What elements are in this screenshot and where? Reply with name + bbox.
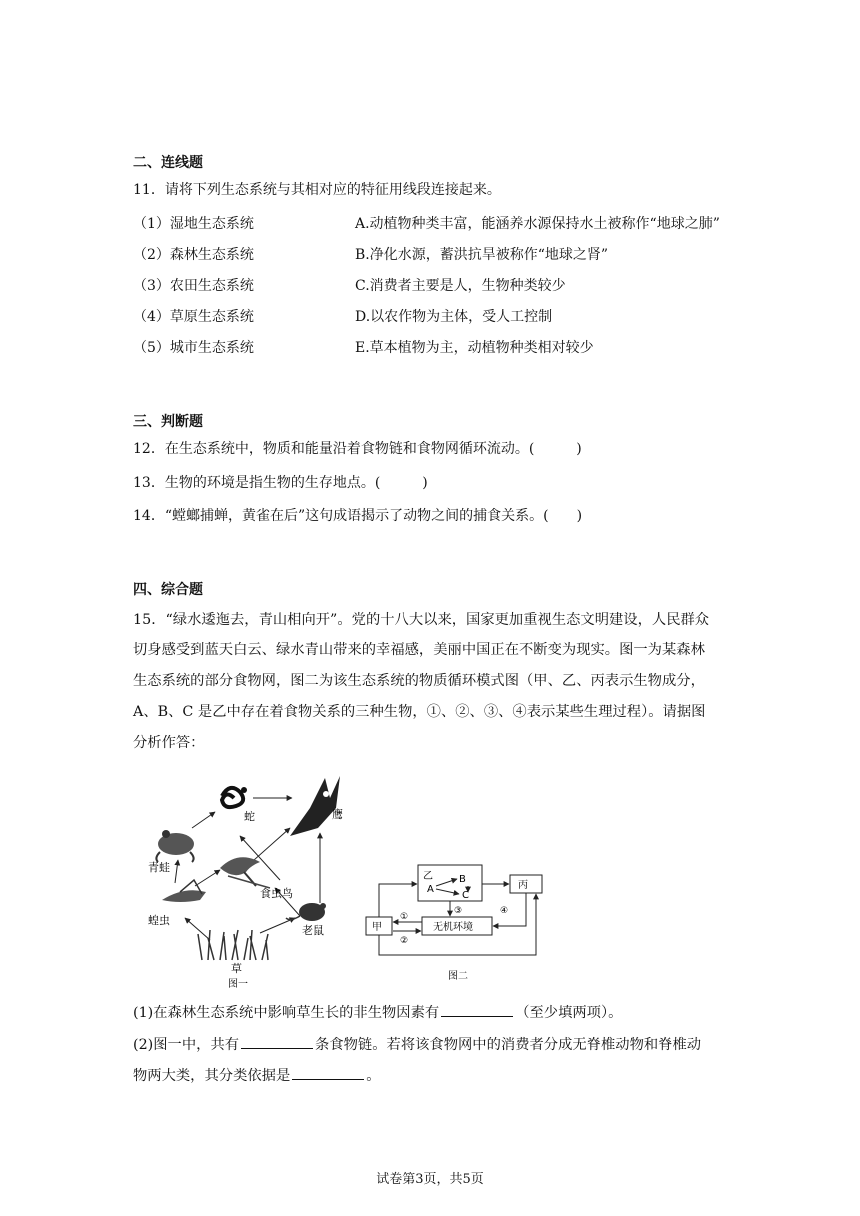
label-yi: 乙 <box>423 871 433 882</box>
label-process-2: ② <box>400 936 409 946</box>
figure-2-caption: 图二 <box>448 971 468 982</box>
snake-icon <box>222 787 247 807</box>
mouse-icon <box>286 903 326 921</box>
arrow-grasshopper-to-bird <box>195 870 220 886</box>
answer-blank[interactable] <box>292 1065 364 1080</box>
figure-1-caption: 图一 <box>228 979 248 990</box>
q15-sub1-text: (1)在森林生态系统中影响草生长的非生物因素有 <box>133 1005 440 1021</box>
label-jia: 甲 <box>372 922 382 933</box>
label-b: B <box>459 874 466 885</box>
q11-left-item: （3）农田生态系统 <box>133 278 254 294</box>
bird-icon <box>220 857 270 888</box>
label-process-4: ④ <box>500 906 509 916</box>
question-15-line: A、B、C 是乙中存在着食物关系的三种生物，①、②、③、④表示某些生理过程）。请据图 <box>133 704 706 720</box>
q11-right-item: E.草本植物为主，动植物种类相对较少 <box>355 340 594 356</box>
question-15-sub-2 <box>133 1034 701 1055</box>
label-bing: 丙 <box>518 880 528 891</box>
label-a: A <box>427 884 434 895</box>
q15-sub1-hint: （至少填两项）。 <box>515 1005 623 1021</box>
q11-left-item: （2）森林生态系统 <box>133 247 254 263</box>
q15-sub2-text: (2)图一中，共有 <box>133 1037 240 1053</box>
question-15-line: 切身感受到蓝天白云、绿水青山带来的幸福感，美丽中国正在不断变为现实。图一为某森林 <box>133 642 705 658</box>
question-11-stem: 11．请将下列生态系统与其相对应的特征用线段连接起来。 <box>133 182 501 198</box>
label-bird: 食虫鸟 <box>260 887 293 900</box>
label-grass: 草 <box>231 962 242 975</box>
answer-blank[interactable] <box>441 1002 513 1017</box>
label-c: C <box>462 890 469 901</box>
q15-sub2-end: 。 <box>366 1068 381 1084</box>
figure-2-matter-cycle <box>360 855 560 985</box>
label-process-3: ③ <box>454 906 463 916</box>
q11-right-item: D.以农作物为主体，受人工控制 <box>355 309 553 325</box>
q11-left-item: （1）湿地生态系统 <box>133 216 254 232</box>
grass-icon <box>198 930 268 960</box>
figure-1-food-web <box>140 768 360 993</box>
question-15-line: 分析作答： <box>133 735 205 751</box>
label-mouse: 老鼠 <box>302 924 324 937</box>
label-grasshopper: 蝗虫 <box>148 914 170 927</box>
section-title-matching: 二、连线题 <box>133 155 203 171</box>
eagle-icon <box>290 776 340 836</box>
label-env: 无机环境 <box>433 922 473 933</box>
question-13: 13．生物的环境是指生物的生存地点。( ) <box>133 475 428 491</box>
q11-left-item: （5）城市生态系统 <box>133 340 254 356</box>
arrow-grass-to-grasshopper <box>185 918 210 940</box>
question-14: 14．“螳螂捕蝉，黄雀在后”这句成语揭示了动物之间的捕食关系。( ) <box>133 508 583 524</box>
q15-sub2-basis: 物两大类，其分类依据是 <box>133 1068 291 1084</box>
label-eagle: 鹰 <box>332 808 343 821</box>
label-snake: 蛇 <box>244 810 255 823</box>
page-footer: 试卷第3页，共5页 <box>376 1172 484 1187</box>
question-15-line: 15．“绿水逶迤去，青山相向开”。党的十八大以来，国家更加重视生态文明建设，人民群众 <box>133 612 710 628</box>
answer-blank[interactable] <box>241 1034 313 1049</box>
question-15-line: 生态系统的部分食物网，图二为该生态系统的物质循环模式图（甲、乙、丙表示生物成分， <box>133 673 705 689</box>
question-15-sub-2-line2 <box>133 1065 381 1086</box>
question-12: 12．在生态系统中，物质和能量沿着食物链和食物网循环流动。( ) <box>133 441 582 457</box>
q11-right-item: B.净化水源，蓄洪抗旱被称作“地球之肾” <box>355 247 609 263</box>
label-frog: 青蛙 <box>148 861 170 874</box>
section-title-judgment: 三、判断题 <box>133 414 203 430</box>
q11-right-item: C.消费者主要是人，生物种类较少 <box>355 278 566 294</box>
q15-sub2-text-cont: 条食物链。若将该食物网中的消费者分成无脊椎动物和脊椎动 <box>315 1037 702 1053</box>
section-title-comprehensive: 四、综合题 <box>133 582 203 598</box>
q11-left-item: （4）草原生态系统 <box>133 309 254 325</box>
label-process-1: ① <box>400 912 409 922</box>
q11-right-item: A.动植物种类丰富，能涵养水源保持水土被称作“地球之肺” <box>355 216 720 232</box>
question-15-sub-1 <box>133 1002 622 1023</box>
frog-icon <box>156 830 194 862</box>
arrow-frog-to-snake <box>192 812 215 828</box>
arrow-grasshopper-to-frog <box>175 860 178 883</box>
